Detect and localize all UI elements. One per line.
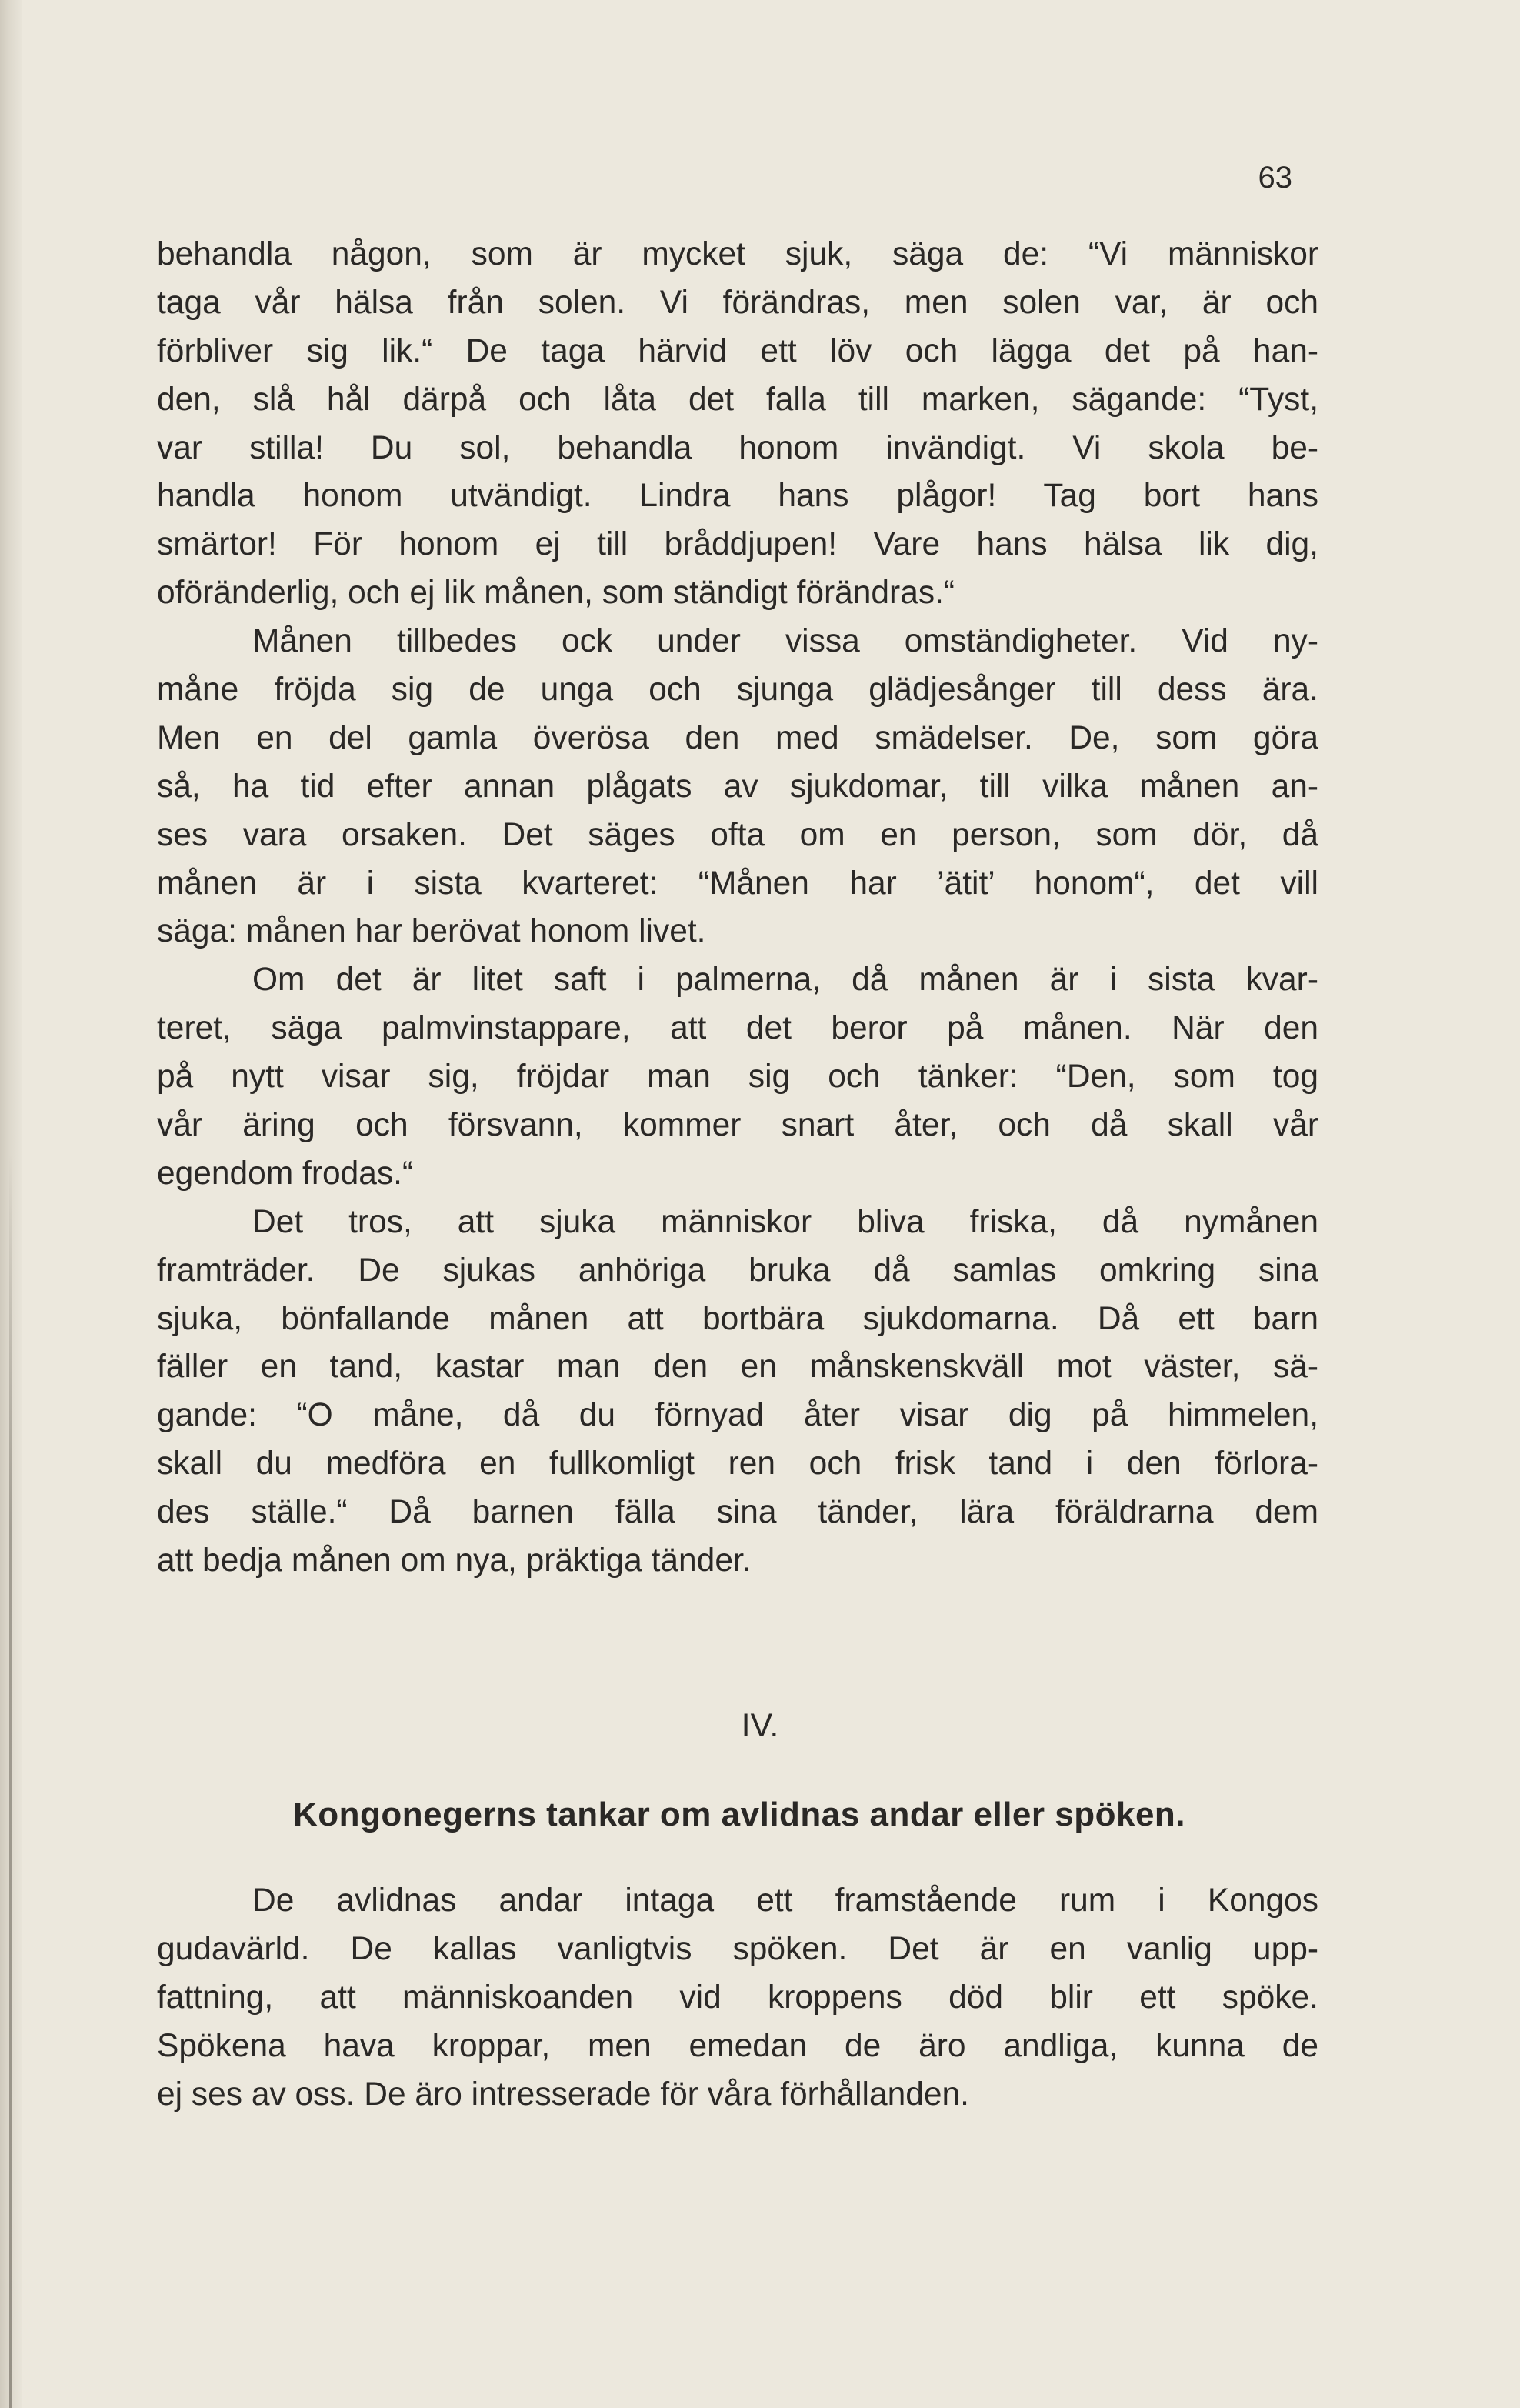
section-heading: Kongonegerns tankar om avlidnas andar eller spöken. (292, 1796, 1186, 1833)
text-line: vår äring och försvann, kommer snart åter, och då skall vår (157, 1107, 1318, 1144)
binding-line (9, 1154, 12, 2408)
text-line: på nytt visar sig, fröjdar man sig och tänker: “Den, som tog (157, 1059, 1318, 1096)
text-line: måne fröjda sig de unga och sjunga glädjesånger till dess ära. (157, 672, 1318, 709)
text-line: Det tros, att sjuka människor bliva friska, då nymånen (252, 1203, 1318, 1240)
section-numeral: IV. (741, 1707, 779, 1744)
body-text-section-1 (157, 231, 1318, 1586)
text-line: sjuka, bönfallande månen att bortbära sjukdomarna. Då ett barn (157, 1300, 1318, 1337)
text-line: Men en del gamla överösa den med smädelser. De, som göra (157, 719, 1318, 756)
text-line: Om det är litet saft i palmerna, då månen är i sista kvar- (252, 962, 1318, 999)
text-line: smärtor! För honom ej till bråddjupen! Vare hans hälsa lik dig, (157, 526, 1318, 563)
text-line: ses vara orsaken. Det säges ofta om en person, som dör, då (157, 816, 1318, 853)
page-number: 63 (1258, 161, 1292, 195)
body-text-section-2 (157, 1877, 1318, 2119)
text-line: De avlidnas andar intaga ett framstående rum i Kongos (252, 1883, 1318, 1919)
text-line: att bedja månen om nya, präktiga tänder. (157, 1543, 752, 1579)
text-line: den, slå hål därpå och låta det falla till marken, sägande: “Tyst, (157, 381, 1318, 418)
text-line: oföränderlig, och ej lik månen, som ständigt förändras.“ (157, 575, 955, 612)
text-line: framträder. De sjukas anhöriga bruka då samlas omkring sina (157, 1252, 1318, 1289)
text-line: förbliver sig lik.“ De taga härvid ett löv och lägga det på han- (157, 332, 1318, 369)
text-line: behandla någon, som är mycket sjuk, säga de: “Vi människor (157, 236, 1318, 272)
text-line: fattning, att människoanden vid kroppens död blir ett spöke. (157, 1979, 1318, 2016)
text-line: taga vår hälsa från solen. Vi förändras, men solen var, är och (157, 284, 1318, 321)
text-line: så, ha tid efter annan plågats av sjukdomar, till vilka månen an- (157, 768, 1318, 805)
text-line: des ställe.“ Då barnen fälla sina tänder, lära föräldrarna dem (157, 1494, 1318, 1531)
text-line: gande: “O måne, då du förnyad åter visar dig på himmelen, (157, 1397, 1318, 1434)
text-line: Månen tillbedes ock under vissa omständigheter. Vid ny- (252, 623, 1318, 660)
text-line: gudavärld. De kallas vanligtvis spöken. Det är en vanlig upp- (157, 1930, 1318, 1967)
text-line: egendom frodas.“ (157, 1155, 414, 1192)
text-line: säga: månen har berövat honom livet. (157, 913, 706, 950)
text-line: fäller en tand, kastar man den en månskenskväll mot väster, sä- (157, 1349, 1318, 1386)
text-line: månen är i sista kvarteret: “Månen har ’ätit’ honom“, det vill (157, 865, 1318, 902)
text-line: handla honom utvändigt. Lindra hans plågor! Tag bort hans (157, 478, 1318, 515)
text-line: skall du medföra en fullkomligt ren och frisk tand i den förlora- (157, 1446, 1318, 1482)
text-line: Spökena hava kroppar, men emedan de äro andliga, kunna de (157, 2027, 1318, 2064)
text-line: ej ses av oss. De äro intresserade för våra förhållanden. (157, 2076, 969, 2113)
text-line: var stilla! Du sol, behandla honom invändigt. Vi skola be- (157, 429, 1318, 466)
text-line: teret, säga palmvinstappare, att det beror på månen. När den (157, 1010, 1318, 1047)
